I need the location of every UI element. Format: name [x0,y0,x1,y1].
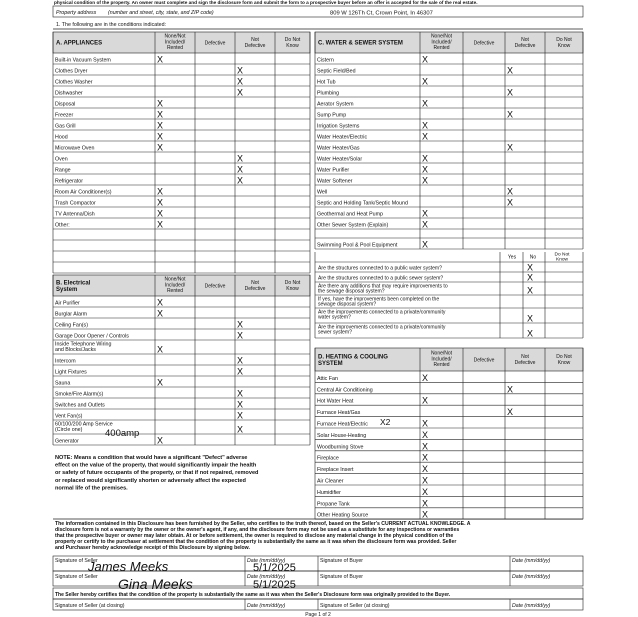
appliance-row-label: Freezer [55,112,74,119]
checkmark-x: X [527,262,534,273]
col-header-dont-know: Do Not [284,280,301,286]
table-title: System [56,287,78,293]
checkmark-x: X [237,175,244,186]
electrical-row-label: (Circle one) [55,427,83,434]
checkmark-x: X [237,330,244,341]
checkmark-x: X [507,87,514,98]
question-label: Are the structures connected to a public water system? [318,265,443,272]
checkmark-x: X [422,372,429,383]
question-label: Are there any additions that may require improvements to [318,283,448,290]
checkmark-x: X [422,395,429,406]
col-header-none: Included/ [164,39,186,46]
electrical-row-label: Air Purifier [55,300,80,307]
heating-row-label: Fireplace Insert [317,467,354,474]
checkmark-x: X [422,98,429,109]
heating-row-label: Woodburning Stove [317,444,364,451]
checkmark-x: X [527,272,534,283]
note-text: effect on the value of the property, that would significantly impair the health [55,462,257,469]
col-header-none: None/Not [164,276,186,283]
checkmark-x: X [507,384,514,395]
checkmark-x: X [157,308,164,319]
electrical-row-label: Smoke/Fire Alarm(s) [55,391,104,398]
appliance-row-label: Clothes Dryer [55,68,88,75]
instruction: 1. The following are in the conditions indicated: [56,22,167,28]
appliance-row-label: Microwave Oven [55,145,95,152]
col-header-not-defective: Defective [514,359,536,366]
appliance-row-label: Built-in Vacuum System [55,57,111,64]
checkmark-x: X [507,109,514,120]
table-title: B. Electrical [56,280,91,287]
checkmark-x: X [237,366,244,377]
col-header-dont-know: Do Not [556,37,572,43]
col-header-not-defective: Not [521,37,529,43]
buyer-signature-label: Signature of Buyer [320,558,363,564]
checkmark-x: X [422,509,429,520]
checkmark-x: X [507,186,514,197]
water-row-label: Water Heater/Electric [317,134,368,141]
heating-row-label: Other Heating Source [317,512,369,519]
question-label: Are the structures connected to a public sewer system? [318,275,444,282]
seller2-date-label: Date (mm/dd/yy) [247,574,286,580]
address-hint: (number and street, city, state, and ZIP code) [108,10,214,16]
col-header-none: Included/ [431,39,452,46]
electrical-row-label: Garage Door Opener / Controls [55,333,129,340]
col-header-dont-know: Do Not [556,354,572,360]
electrical-row-label: Vent Fan(s) [55,413,83,420]
closing-seller-label: Signature of Seller (at closing) [55,603,125,609]
checkmark-x: X [237,388,244,399]
checkmark-x: X [422,54,429,65]
checkmark-x: X [527,313,534,324]
water-row-label: Irrigation Systems [317,123,360,130]
col-header-none: Included/ [431,356,452,363]
checkmark-x: X [237,76,244,87]
water-row-label: Water Purifier [317,167,350,174]
appliance-row-label: Trash Compactor [55,200,96,207]
seller2-date: 5/1/2025 [253,579,296,591]
col-header-q-dont-know: Know [556,257,568,263]
checkmark-x: X [527,328,534,339]
top-notice: physical condition of the property. An owner must complete and sign the disclosure form and submit the form to a prospective buyer before an offer is accepted for the sale of the real estate. [54,0,478,5]
checkmark-x: X [237,65,244,76]
checkmark-x: X [507,142,514,153]
water-row-label: Well [317,189,328,196]
checkmark-x: X [157,186,164,197]
checkmark-x: X [507,407,514,418]
checkmark-x: X [157,208,164,219]
question-label: Are the improvements connected to a private/community [318,324,446,331]
disclosure-text: The information contained in this Disclosure has been furnished by the Seller, who certifies to the truth thereof, based on the Seller's CURRENT ACTUAL KNOWLEDGE. A [55,521,471,527]
col-header-none: None/Not [164,33,186,40]
checkmark-x: X [237,153,244,164]
water-row-label: Water Softener [317,178,353,185]
checkmark-x: X [237,424,244,435]
col-header-not-defective: Defective [244,42,266,49]
heating-row-label: Furnace Heat/Gas [317,410,361,417]
appliance-row-label: Oven [55,156,68,163]
electrical-row-label: and Blocks/Jacks [55,347,96,354]
appliance-row-label: Clothes Washer [55,79,93,86]
checkmark-x: X [237,319,244,330]
col-header-dont-know: Know [286,42,299,49]
seller1-date: 5/1/2025 [253,562,296,574]
seller-signature-label: Signature of Seller [55,558,98,564]
heating-row-label: Central Air Conditioning [317,387,373,394]
appliance-row-label: Hood [55,134,68,141]
checkmark-x: X [527,285,534,296]
appliance-row-label: Other: [55,222,70,229]
water-row-label: Hot Tub [317,79,336,86]
checkmark-x: X [157,197,164,208]
heating-row-label: Fireplace [317,455,339,462]
disclosure-text: disclosure form is not a warranty by the owner or the owner's agent, if any, and the disclosure form may not be used as a substitute for any inspections or warranties [55,527,460,533]
checkmark-x: X [157,98,164,109]
electrical-row-label: Burglar Alarm [55,311,88,318]
col-header-q-dont-know: Do Not [554,252,570,258]
question-label: sewer system? [318,329,352,336]
disclosure-text: that the prospective buyer or owner may later obtain. At or before settlement, the owner is required to disclose any material change in the physical condition of the [55,533,454,539]
col-header-defective: Defective [204,283,226,290]
question-label: water system? [318,314,351,321]
checkmark-x: X [157,109,164,120]
table-title: SYSTEM [318,361,343,367]
col-header-none: None/Not [430,33,453,40]
heating-row-label: Propane Tank [317,501,350,508]
col-header-none: None/Not [430,350,453,357]
checkmark-x: X [237,164,244,175]
checkmark-x: X [157,131,164,142]
checkmark-x: X [157,120,164,131]
question-label: If yes, have the improvements been completed on the [318,296,440,303]
seller1-signature: James Meeks [88,559,169,574]
col-header-no: No [529,254,537,261]
appliance-row-label: Gas Grill [55,123,76,130]
appliance-row-label: Room Air Conditioner(s) [55,189,112,196]
note-text: NOTE: Means a condition that would have a significant "Defect" adverse [55,455,248,461]
water-row-label: Swimming Pool & Pool Equipment [317,242,398,249]
checkmark-x: X [157,54,164,65]
seller-date-label: Date (mm/dd/yy) [247,558,286,564]
col-header-dont-know: Know [557,359,571,366]
col-header-none: Rented [166,288,184,295]
water-row-label: Geothermal and Heat Pump [317,211,383,218]
col-header-defective: Defective [473,40,495,47]
col-header-none: Rented [166,45,184,52]
checkmark-x: X [507,197,514,208]
appliance-row-label: Disposal [55,101,76,108]
question-label: sewage disposal system? [318,301,377,308]
electrical-row-label: Switches and Outlets [55,402,105,409]
checkmark-x: X [422,239,429,250]
address-label: Property address [56,10,97,16]
heating-row-label: Furnace Heat/Electric [317,421,368,428]
closing-date-label: Date (mm/dd/yy) [247,603,286,609]
checkmark-x: X [157,219,164,230]
checkmark-x: X [422,418,429,429]
checkmark-x: X [422,76,429,87]
table-title: A. APPLIANCES [56,40,103,47]
checkmark-x: X [422,486,429,497]
col-header-none: Included/ [164,282,186,289]
buyer2-signature-label: Signature of Buyer [320,574,363,580]
checkmark-x: X [422,219,429,230]
note-text: or replaced would significantly shorten or adversely affect the expected [55,477,246,484]
checkmark-x: X [422,441,429,452]
certify-text: The Seller hereby certifies that the condition of the property is substantially the same as it was when the Seller's Disclosure form was originally provided to the Buyer. [55,592,451,598]
water-row-label: Water Heater/Solar [317,156,363,163]
water-row-label: Sump Pump [317,112,347,119]
amp-handwritten: 400amp [105,428,140,439]
water-row-label: Septic Field/Bed [317,68,356,75]
checkmark-x: X [422,208,429,219]
appliance-row-label: Range [55,167,71,174]
water-row-label: Cistern [317,57,334,64]
furnace-x2: X2 [380,417,391,427]
checkmark-x: X [157,142,164,153]
appliance-row-label: TV Antenna/Dish [55,211,95,218]
col-header-not-defective: Not [251,280,259,286]
appliance-row-label: Refrigerator [55,178,83,185]
water-row-label: Water Heater/Gas [317,145,360,152]
electrical-row-label: Intercom [55,358,76,365]
buyer2-date-label: Date (mm/dd/yy) [512,574,551,580]
electrical-row-label: Light Fixtures [55,369,87,376]
checkmark-x: X [237,355,244,366]
note-text: normal life of the premises. [55,485,128,492]
note-text: or safety of future occupants of the property, or that if not repaired, removed [55,470,259,477]
checkmark-x: X [422,120,429,131]
address-value: 809 W 126Th Ct, Crown Point, In 46307 [330,10,433,17]
closing-date2-label: Date (mm/dd/yy) [512,603,551,609]
checkmark-x: X [237,87,244,98]
col-header-none: Rented [433,45,450,52]
checkmark-x: X [422,429,429,440]
checkmark-x: X [422,175,429,186]
checkmark-x: X [157,435,164,446]
checkmark-x: X [237,410,244,421]
disclosure-text: property or certify to the purchaser at settlement that the condition of the property is substantially the same as it was when the disclosure form was provided. Seller [55,539,457,545]
col-header-not-defective: Defective [244,285,266,292]
checkmark-x: X [422,464,429,475]
table-title: C. WATER & SEWER SYSTEM [318,40,403,47]
checkmark-x: X [157,377,164,388]
checkmark-x: X [237,399,244,410]
col-header-dont-know: Do Not [284,37,301,43]
electrical-row-label: Generator [55,438,79,445]
seller2-signature-label: Signature of Seller [55,574,98,580]
checkmark-x: X [157,297,164,308]
disclosure-text: and Purchaser hereby acknowledge receipt of this Disclosure by signing below. [55,545,250,551]
checkmark-x: X [157,344,164,355]
checkmark-x: X [422,131,429,142]
heating-row-label: Air Cleaner [317,478,344,485]
seller2-signature: Gina Meeks [118,576,193,592]
electrical-row-label: Ceiling Fan(s) [55,322,88,329]
col-header-not-defective: Not [521,354,529,360]
checkmark-x: X [422,164,429,175]
appliance-row-label: Dishwasher [55,90,83,97]
col-header-defective: Defective [204,40,226,47]
heating-row-label: Solar House-Heating [317,432,367,439]
page-number: Page 1 of 2 [305,612,331,617]
col-header-dont-know: Know [557,42,571,49]
water-row-label: Other Sewer System (Explain) [317,222,389,229]
col-header-defective: Defective [473,357,495,364]
col-header-dont-know: Know [286,285,299,292]
checkmark-x: X [422,498,429,509]
checkmark-x: X [422,452,429,463]
water-row-label: Septic and Holding Tank/Septic Mound [317,200,408,207]
heating-row-label: Attic Fan [317,375,338,382]
question-label: the sewage disposal system? [318,288,385,295]
closing-seller2-label: Signature of Seller (at closing) [320,603,390,609]
table-title: D. HEATING & COOLING [318,354,388,361]
heating-row-label: Hot Water Heat [317,398,354,405]
col-header-not-defective: Defective [514,42,536,49]
checkmark-x: X [422,153,429,164]
col-header-not-defective: Not [251,37,259,43]
electrical-row-label: 60/100/200 Amp Service [55,421,113,428]
water-row-label: Plumbing [317,90,340,97]
water-row-label: Aerator System [317,101,354,108]
checkmark-x: X [422,475,429,486]
question-label: Are the improvements connected to a private/community [318,309,446,316]
buyer-date-label: Date (mm/dd/yy) [512,558,551,564]
checkmark-x: X [507,65,514,76]
electrical-row-label: Inside Telephone Wiring [55,341,112,348]
heating-row-label: Humidifier [317,489,341,496]
electrical-row-label: Sauna [55,380,71,387]
col-header-yes: Yes [507,254,517,261]
col-header-none: Rented [433,362,450,369]
